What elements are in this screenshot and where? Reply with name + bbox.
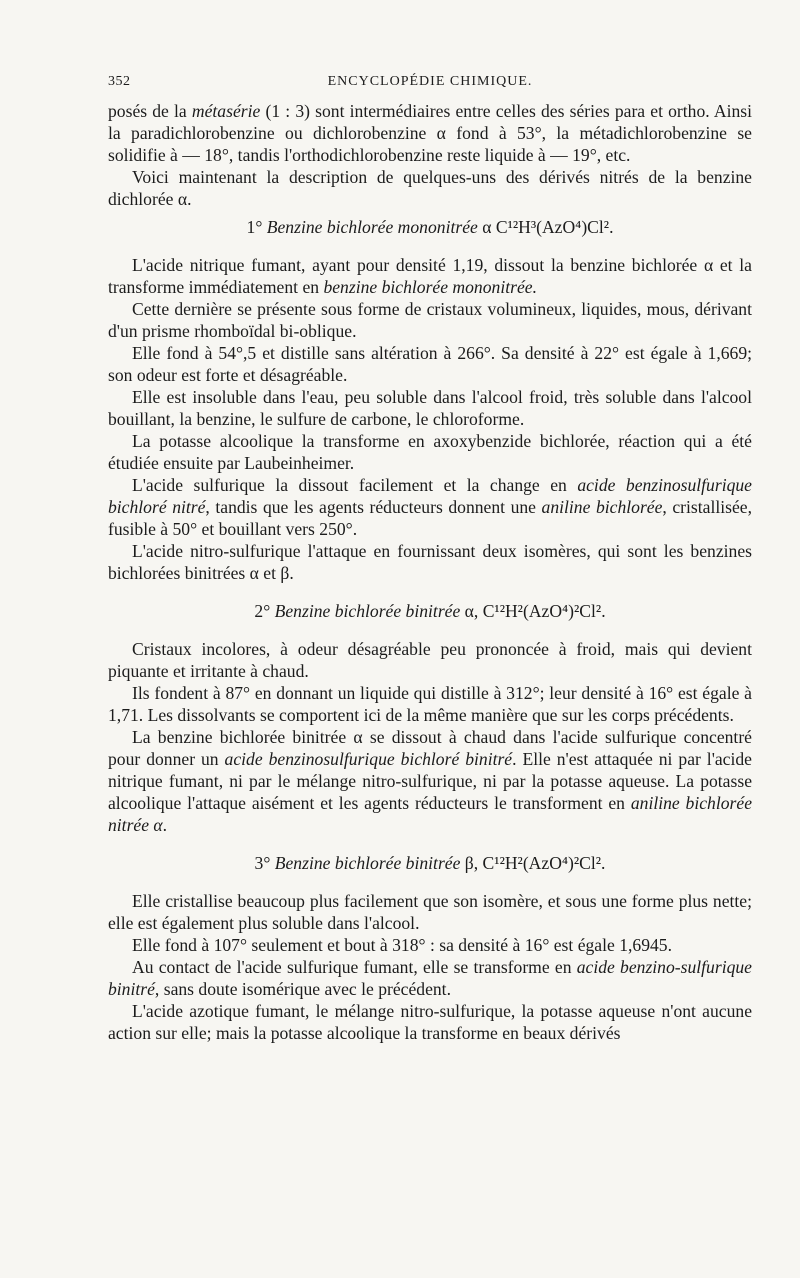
paragraph: L'acide sulfurique la dissout facilement et la change en acide benzinosulfurique bichloré nitré, tandis que les agents réducteurs donnent une aniline bichlorée, cristallisée, fusible à 50° et bouillant vers 250°. [108, 475, 753, 539]
paragraph: Elle fond à 107° seulement et bout à 318° : sa densité à 16° est égale 1,6945. [132, 935, 672, 955]
paragraph: Cristaux incolores, à odeur désagréable peu prononcée à froid, mais qui devient piquante et irritante à chaud. [108, 639, 752, 681]
section-heading: 2° Benzine bichlorée binitrée α, C¹²H²(AzO⁴)²Cl². [254, 601, 606, 621]
paragraph: Elle est insoluble dans l'eau, peu soluble dans l'alcool froid, très soluble dans l'alcool bouillant, la benzine, le sulfure de carbone, le chloroforme. [108, 387, 752, 429]
paragraph: La benzine bichlorée binitrée α se dissout à chaud dans l'acide sulfurique concentré pour donner un acide benzinosulfurique bichloré binitré. Elle n'est attaquée ni par l'acide nitrique fumant, ni par le mélange nitro-sulfurique, ni par la potasse aqueuse. La potasse alcoolique l'attaque aisément et les agents réducteurs le transforment en aniline bichlorée nitrée α. [108, 727, 752, 835]
running-header [108, 74, 752, 94]
page-body [108, 100, 752, 1044]
paragraph: L'acide nitro-sulfurique l'attaque en fournissant deux isomères, qui sont les benzines bichlorées binitrées α et β. [108, 541, 752, 583]
paragraph: Au contact de l'acide sulfurique fumant, elle se transforme en acide benzino-sulfurique binitré, sans doute isomérique avec le précédent. [108, 957, 752, 999]
paragraph: Elle fond à 54°,5 et distille sans altération à 266°. Sa densité à 22° est égale à 1,669; son odeur est forte et désagréable. [108, 343, 752, 385]
running-title: ENCYCLOPÉDIE CHIMIQUE. [327, 74, 533, 89]
paragraph: posés de la métasérie (1 : 3) sont intermédiaires entre celles des séries para et ortho. Ainsi la paradichlorobenzine ou dichlorobenzine α fond à 53°, la métadichlorobenzine se solidifie à — 18°, tandis l'orthodichlorobenzine reste liquide à — 19°, etc. [108, 101, 752, 165]
page-number: 352 [108, 74, 131, 89]
paragraph: Cette dernière se présente sous forme de cristaux volumineux, liquides, mous, dérivant d'un prisme rhomboïdal bi-oblique. [108, 299, 752, 341]
paragraph: Voici maintenant la description de quelques-uns des dérivés nitrés de la benzine dichlorée α. [108, 167, 752, 209]
section-heading: 3° Benzine bichlorée binitrée β, C¹²H²(AzO⁴)²Cl². [254, 853, 606, 873]
paragraph: Elle cristallise beaucoup plus facilement que son isomère, et sous une forme plus nette; elle est également plus soluble dans l'alcool. [108, 891, 752, 933]
section-heading: 1° Benzine bichlorée mononitrée α C¹²H³(AzO⁴)Cl². [246, 217, 614, 237]
paragraph: La potasse alcoolique la transforme en axoxybenzide bichlorée, réaction qui a été étudiée ensuite par Laubeinheimer. [108, 431, 752, 473]
paragraph: L'acide nitrique fumant, ayant pour densité 1,19, dissout la benzine bichlorée α et la transforme immédiatement en benzine bichlorée mononitrée. [108, 255, 752, 297]
paragraph: L'acide azotique fumant, le mélange nitro-sulfurique, la potasse aqueuse n'ont aucune action sur elle; mais la potasse alcoolique la transforme en beaux dérivés [108, 1001, 752, 1043]
paragraph: Ils fondent à 87° en donnant un liquide qui distille à 312°; leur densité à 16° est égale à 1,71. Les dissolvants se comportent ici de la même manière que sur les corps précédents. [108, 683, 752, 725]
